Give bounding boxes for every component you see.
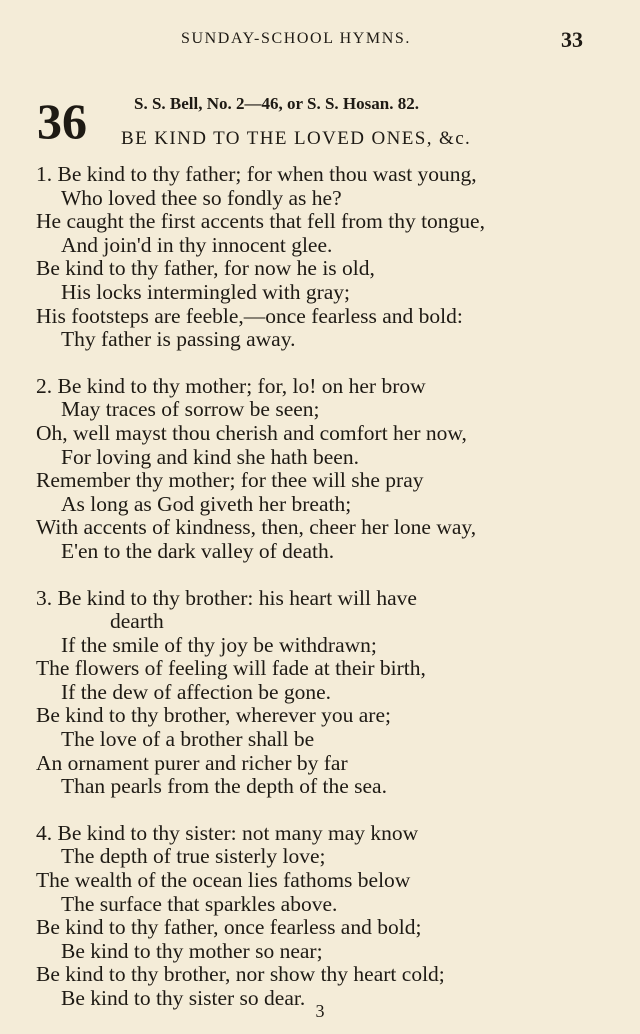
hymn-number: 36 <box>37 93 87 149</box>
stanza-1 <box>36 163 602 352</box>
verse-line: With accents of kindness, then, cheer her lone way, <box>36 515 477 540</box>
stanza-2 <box>36 375 602 564</box>
hymn-title: BE KIND TO THE LOVED ONES, &c. <box>121 128 472 149</box>
verse-line: Who loved thee so fondly as he? <box>61 185 342 210</box>
stanza-3 <box>36 587 602 799</box>
hymn-verses <box>36 163 602 1034</box>
verse-line: If the smile of thy joy be withdrawn; <box>61 632 377 657</box>
running-title: SUNDAY-SCHOOL HYMNS. <box>181 30 411 47</box>
verse-line: His locks intermingled with gray; <box>61 279 351 304</box>
verse-line: Be kind to thy father, for now he is old, <box>36 256 375 281</box>
verse-line: An ornament purer and richer by far <box>36 750 348 775</box>
verse-line: E'en to the dark valley of death. <box>61 538 335 563</box>
verse-line: 1. Be kind to thy father; for when thou wast young, <box>36 162 477 186</box>
verse-line: The depth of true sisterly love; <box>61 844 326 869</box>
verse-line: Be kind to thy sister so dear. <box>61 986 306 1010</box>
running-head <box>0 27 640 54</box>
verse-line: dearth <box>110 609 164 634</box>
verse-line: The wealth of the ocean lies fathoms below <box>36 868 411 893</box>
stanza-4 <box>36 822 602 1011</box>
verse-line: Be kind to thy brother, wherever you are; <box>36 703 391 728</box>
verse-line: The surface that sparkles above. <box>61 891 338 916</box>
verse-line: Be kind to thy mother so near; <box>61 938 323 963</box>
verse-line: For loving and kind she hath been. <box>61 444 359 469</box>
verse-line: The flowers of feeling will fade at their birth, <box>36 656 426 681</box>
verse-line: Be kind to thy father, once fearless and bold; <box>36 915 422 940</box>
page-number: 33 <box>561 27 583 52</box>
verse-line: May traces of sorrow be seen; <box>61 397 320 422</box>
signature-mark: 3 <box>315 1001 325 1021</box>
verse-line: If the dew of affection be gone. <box>61 679 332 704</box>
verse-line: He caught the first accents that fell from thy tongue, <box>36 209 485 234</box>
verse-line: Remember thy mother; for thee will she pray <box>36 468 424 493</box>
verse-line: 4. Be kind to thy sister: not many may know <box>36 820 419 845</box>
verse-line: And join'd in thy innocent glee. <box>61 232 333 257</box>
verse-line: Thy father is passing away. <box>61 327 296 352</box>
verse-line: 2. Be kind to thy mother; for, lo! on her brow <box>36 373 426 398</box>
verse-line: 3. Be kind to thy brother: his heart will have <box>36 585 417 610</box>
tune-reference: S. S. Bell, No. 2—46, or S. S. Hosan. 82. <box>134 94 419 113</box>
verse-line: Oh, well mayst thou cherish and comfort her now, <box>36 420 467 445</box>
verse-line: Than pearls from the depth of the sea. <box>61 774 387 799</box>
verse-line: Be kind to thy brother, nor show thy heart cold; <box>36 962 445 987</box>
verse-line: As long as God giveth her breath; <box>61 491 352 516</box>
verse-line: The love of a brother shall be <box>61 727 315 752</box>
verse-line: His footsteps are feeble,—once fearless and bold: <box>36 303 463 328</box>
